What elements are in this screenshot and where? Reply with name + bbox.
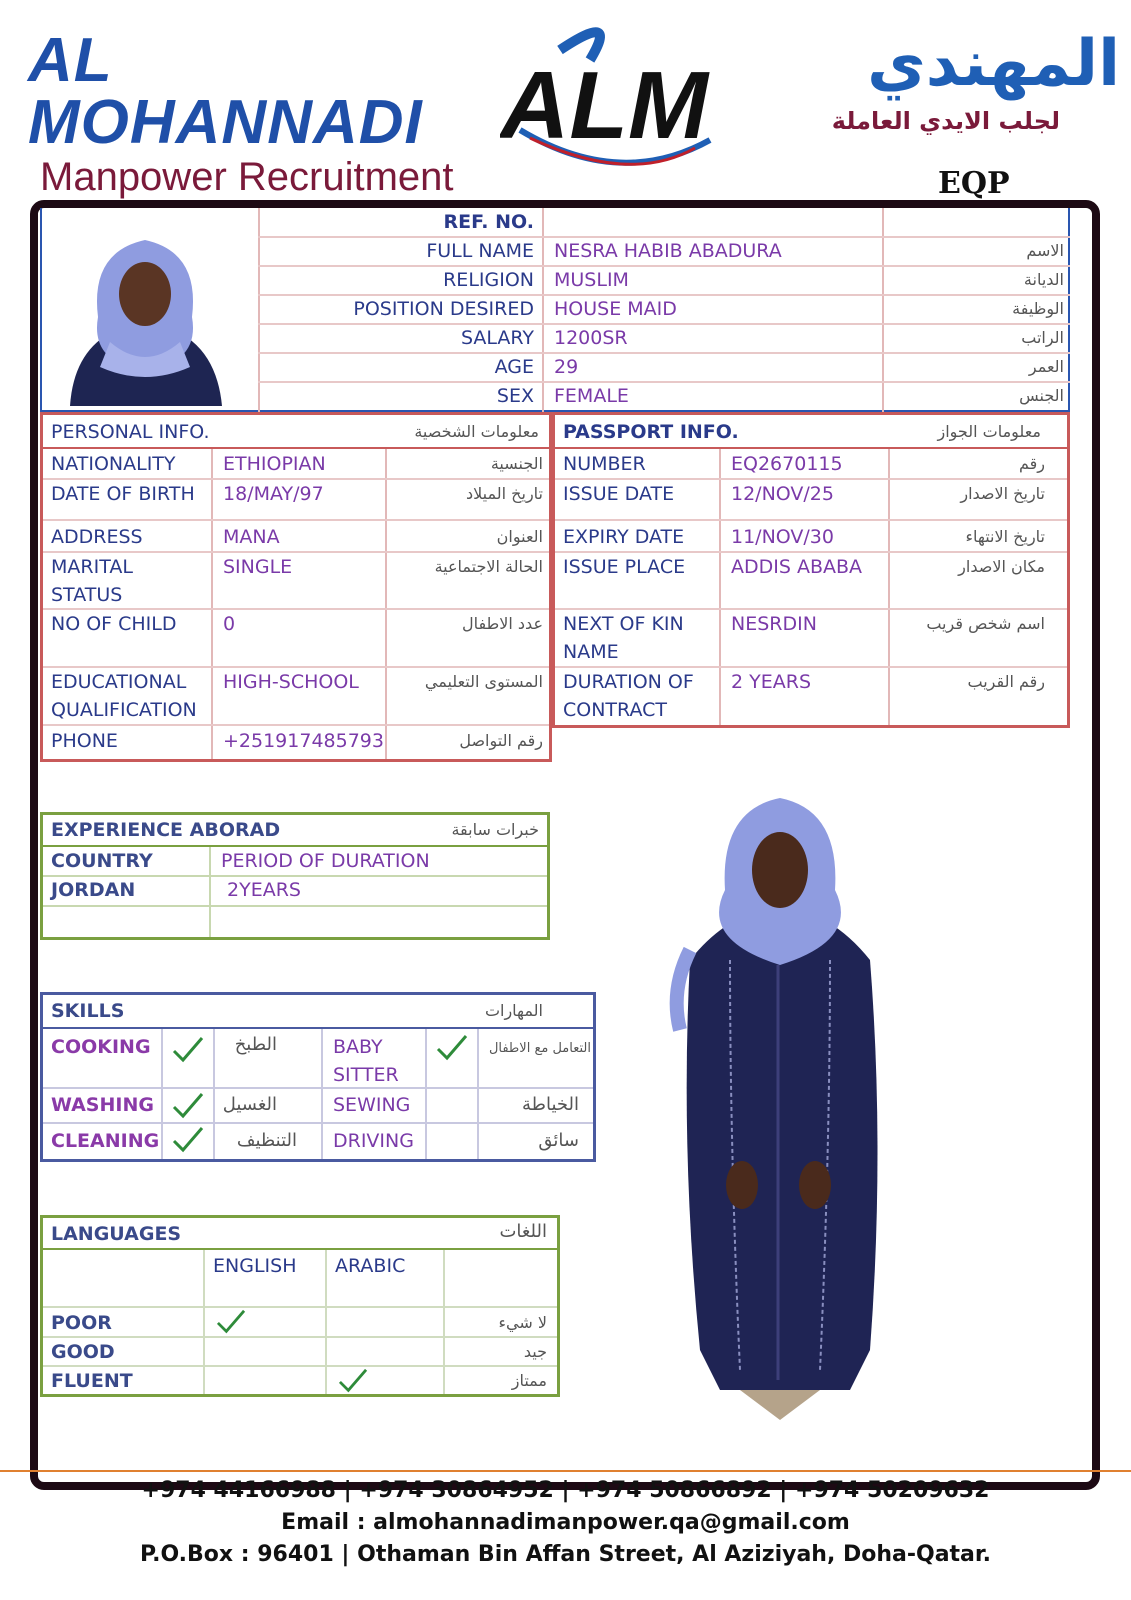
nationality-label-ar: الجنسية xyxy=(490,454,543,473)
form-code: EQP xyxy=(938,166,1010,201)
education-label: EDUCATIONAL QUALIFICATION xyxy=(51,671,197,721)
skill-cleaning: CLEANING xyxy=(51,1130,160,1152)
salary-label: SALARY xyxy=(460,327,534,349)
skill-cooking-ar: الطبخ xyxy=(234,1034,277,1055)
skills-title-ar: المهارات xyxy=(484,1001,543,1020)
marital-status-value: SINGLE xyxy=(223,556,293,578)
cooking-check-icon xyxy=(171,1035,205,1065)
experience-title: EXPERIENCE ABORAD xyxy=(51,819,281,841)
brand-logo-english xyxy=(28,26,498,200)
languages-table xyxy=(40,1215,560,1397)
address-value: MANA xyxy=(223,526,280,548)
arabic-column-header: ARABIC xyxy=(335,1255,406,1277)
alm-logo xyxy=(500,20,740,180)
skill-baby-sitter: BABY SITTER xyxy=(333,1036,399,1086)
issue-date-value: 12/NOV/25 xyxy=(731,483,834,505)
level-good: GOOD xyxy=(51,1341,115,1363)
languages-title: LANGUAGES xyxy=(51,1223,182,1245)
english-column-header: ENGLISH xyxy=(213,1255,297,1277)
dob-label: DATE OF BIRTH xyxy=(51,483,195,505)
dob-value: 18/MAY/97 xyxy=(223,483,324,505)
skill-sewing-ar: الخياطة xyxy=(522,1094,579,1115)
sex-label: SEX xyxy=(496,385,534,407)
period-column-header: PERIOD OF DURATION xyxy=(221,850,430,872)
english-poor-check-icon xyxy=(215,1308,247,1336)
passport-info-table xyxy=(552,412,1070,728)
skill-washing-ar: الغسيل xyxy=(222,1094,277,1115)
age-value: 29 xyxy=(554,356,579,378)
experience-period: 2YEARS xyxy=(227,879,301,901)
passport-info-title-ar: معلومات الجواز xyxy=(937,422,1041,441)
personal-info-title-ar: معلومات الشخصية xyxy=(414,422,539,441)
skills-table xyxy=(40,992,596,1162)
washing-check-icon xyxy=(171,1091,205,1121)
expiry-date-label-ar: تاريخ الانتهاء xyxy=(965,527,1045,546)
full-body-photo xyxy=(660,790,900,1440)
footer-email: Email : almohannadimanpower.qa@gmail.com xyxy=(281,1510,850,1535)
languages-title-ar: اللغات xyxy=(499,1221,547,1242)
country-column-header: COUNTRY xyxy=(51,850,153,872)
next-of-kin-value: NESRDIN xyxy=(731,613,817,635)
footer-phones: +974 44166988 | +974 30864952 | +974 50866892 | +974 50209632 xyxy=(141,1478,990,1503)
passport-number-label: NUMBER xyxy=(563,453,646,475)
education-value: HIGH-SCHOOL xyxy=(223,671,359,693)
marital-status-label-ar: الحالة الاجتماعية xyxy=(434,557,543,576)
full-name-value: NESRA HABIB ABADURA xyxy=(554,240,782,262)
position-label-ar: الوظيفة xyxy=(1012,299,1064,318)
cleaning-check-icon xyxy=(171,1125,205,1155)
skills-title: SKILLS xyxy=(51,1000,125,1022)
level-poor: POOR xyxy=(51,1312,112,1334)
level-poor-ar: لا شيء xyxy=(498,1313,547,1332)
issue-date-label: ISSUE DATE xyxy=(563,483,675,505)
education-label-ar: المستوى التعليمي xyxy=(424,672,543,691)
phone-label: PHONE xyxy=(51,730,118,752)
skill-cleaning-ar: التنظيف xyxy=(236,1130,297,1151)
skill-cooking: COOKING xyxy=(51,1036,151,1058)
issue-place-label: ISSUE PLACE xyxy=(563,556,686,578)
arabic-fluent-check-icon xyxy=(337,1367,369,1395)
level-fluent-ar: ممتاز xyxy=(511,1371,547,1390)
issue-date-label-ar: تاريخ الاصدار xyxy=(960,484,1045,503)
children-label: NO OF CHILD xyxy=(51,613,177,635)
address-label-ar: العنوان xyxy=(496,527,543,546)
issue-place-value: ADDIS ABABA xyxy=(731,556,863,578)
nationality-value: ETHIOPIAN xyxy=(223,453,326,475)
skill-driving-ar: سائق xyxy=(538,1130,579,1151)
sex-label-ar: الجنس xyxy=(1019,386,1064,405)
salary-value: 1200SR xyxy=(554,327,628,349)
position-label: POSITION DESIRED xyxy=(353,298,534,320)
passport-info-title: PASSPORT INFO. xyxy=(563,421,739,443)
children-label-ar: عدد الاطفال xyxy=(461,614,543,633)
experience-table xyxy=(40,812,550,940)
brand-name-arabic: المهندي xyxy=(867,27,1120,101)
experience-title-ar: خبرات سابقة xyxy=(451,820,539,839)
position-value: HOUSE MAID xyxy=(554,298,677,320)
passport-number-label-ar: رقم xyxy=(1018,454,1045,473)
personal-info-title: PERSONAL INFO. xyxy=(51,421,210,443)
children-value: 0 xyxy=(223,613,236,635)
dob-label-ar: تاريخ الميلاد xyxy=(466,484,543,503)
skill-sewing: SEWING xyxy=(333,1094,411,1116)
brand-subtitle: Manpower Recruitment xyxy=(40,155,454,199)
logo-text: ALM xyxy=(500,52,708,159)
full-name-label: FULL NAME xyxy=(426,240,534,262)
marital-status-label: MARITAL STATUS xyxy=(51,556,133,606)
salary-label-ar: الراتب xyxy=(1021,328,1064,347)
next-of-kin-label: NEXT OF KIN NAME xyxy=(563,613,684,663)
footer-address: P.O.Box : 96401 | Othaman Bin Affan Street, Al Aziziyah, Doha-Qatar. xyxy=(140,1542,991,1567)
phone-label-ar: رقم التواصل xyxy=(459,731,543,750)
footer-divider xyxy=(0,1470,1131,1472)
issue-place-label-ar: مكان الاصدار xyxy=(958,557,1045,576)
passport-number-value: EQ2670115 xyxy=(731,453,843,475)
age-label-ar: العمر xyxy=(1028,357,1064,376)
experience-country: JORDAN xyxy=(51,879,136,901)
religion-value: MUSLIM xyxy=(554,269,629,291)
personal-info-table xyxy=(40,412,552,762)
nationality-label: NATIONALITY xyxy=(51,453,176,475)
religion-label: RELIGION xyxy=(443,269,534,291)
contract-duration-label: DURATION OF CONTRACT xyxy=(563,671,694,721)
skill-baby-sitter-ar: التعامل مع الاطفال xyxy=(488,1041,591,1056)
expiry-date-label: EXPIRY DATE xyxy=(563,526,685,548)
next-of-kin-label-ar: اسم شخص قريب xyxy=(926,614,1045,633)
brand-subtitle-arabic: لجلب الايدي العاملة xyxy=(831,107,1060,135)
sex-value: FEMALE xyxy=(554,385,629,407)
phone-value: +251917485793 xyxy=(223,730,384,752)
brand-logo-arabic xyxy=(740,22,1120,136)
level-fluent: FLUENT xyxy=(51,1370,133,1392)
age-label: AGE xyxy=(494,356,534,378)
portrait-photo-small xyxy=(50,222,240,406)
ref-no-label: REF. NO. xyxy=(443,211,534,233)
contract-duration-value: 2 YEARS xyxy=(731,671,811,693)
brand-name: AL MOHANNADI xyxy=(28,26,423,157)
religion-label-ar: الديانة xyxy=(1023,270,1064,289)
full-name-label-ar: الاسم xyxy=(1026,241,1064,260)
skill-washing: WASHING xyxy=(51,1094,154,1116)
expiry-date-value: 11/NOV/30 xyxy=(731,526,834,548)
contract-duration-label-ar: رقم القريب xyxy=(967,672,1045,691)
baby-sitter-check-icon xyxy=(435,1033,469,1063)
skill-driving: DRIVING xyxy=(333,1130,414,1152)
level-good-ar: جيد xyxy=(523,1342,547,1361)
address-label: ADDRESS xyxy=(51,526,143,548)
